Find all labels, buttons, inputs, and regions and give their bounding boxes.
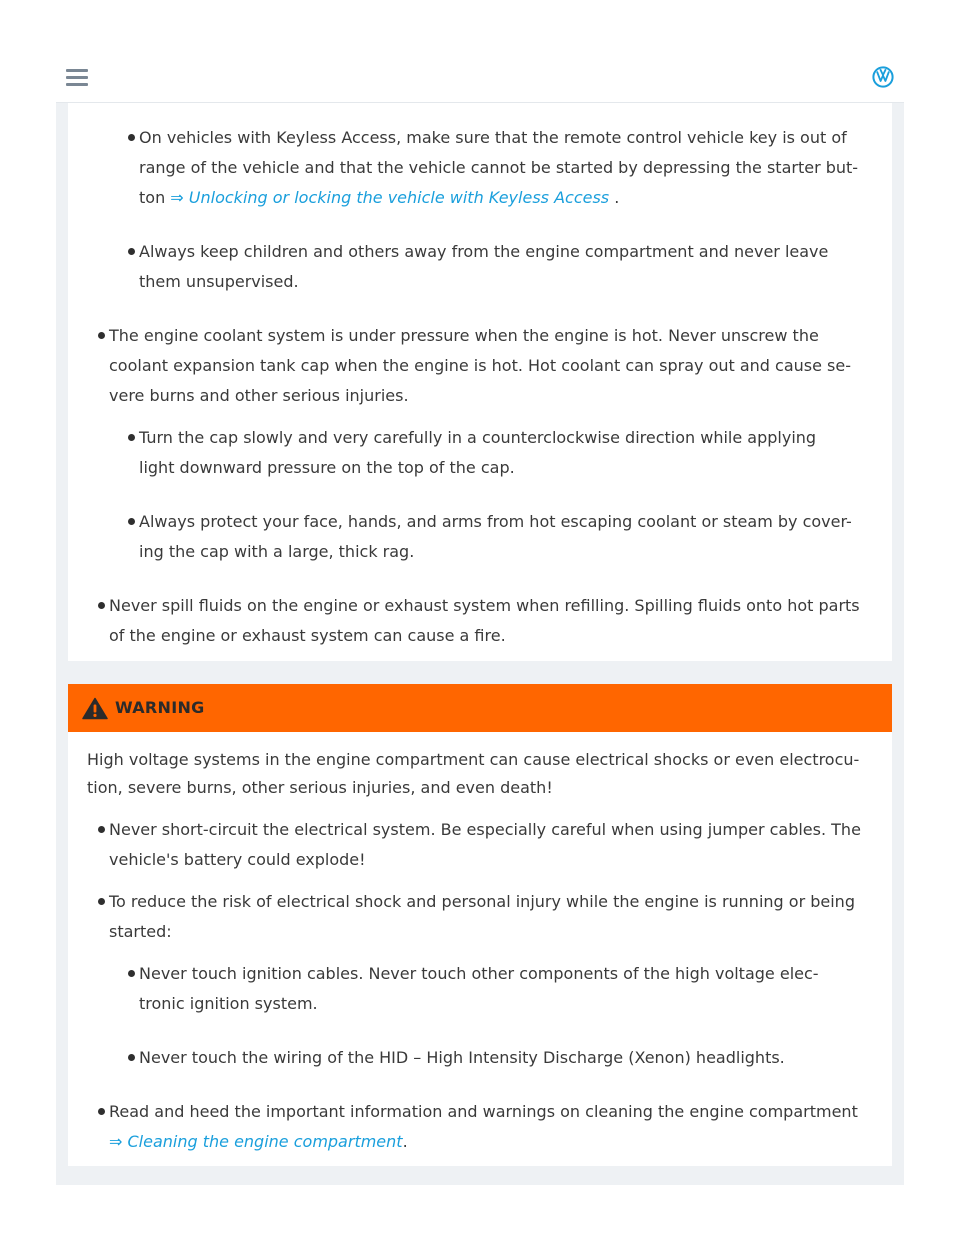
bullet-cleaning-line1: Read and heed the important information and warnings on cleaning the engine compartment xyxy=(109,1102,858,1121)
bullet-keyless-line1: On vehicles with Keyless Access, make sure that the remote control vehicle key is out of xyxy=(139,128,847,147)
bullet xyxy=(128,1054,135,1061)
bullet xyxy=(128,248,135,255)
warning-intro-line2: tion, severe burns, other serious injuries, and even death! xyxy=(87,778,553,797)
bullet-short-circuit-line2: vehicle's battery could explode! xyxy=(109,850,366,869)
warning-intro-line1: High voltage systems in the engine compartment can cause electrical shocks or even electrocu- xyxy=(87,750,860,769)
bullet xyxy=(98,1108,105,1115)
bullet xyxy=(128,970,135,977)
bullet-children-line2: them unsupervised. xyxy=(139,272,299,291)
bullet-cleaning-line2 xyxy=(109,1132,408,1152)
bullet-ignition-line2: tronic ignition system. xyxy=(139,994,318,1013)
bullet xyxy=(128,134,135,141)
bullet-cap-line1: Turn the cap slowly and very carefully in a counterclockwise direction while applying xyxy=(139,428,817,447)
bullet-coolant-line2: coolant expansion tank cap when the engine is hot. Hot coolant can spray out and cause se- xyxy=(109,356,852,375)
bullet-spill-line2: of the engine or exhaust system can cause a fire. xyxy=(109,626,506,645)
bullet-spill-line1: Never spill fluids on the engine or exhaust system when refilling. Spilling fluids onto hot parts xyxy=(109,596,860,615)
bullet-shock-line1: To reduce the risk of electrical shock and personal injury while the engine is running or being xyxy=(109,892,855,911)
bullet-shock-line2: started: xyxy=(109,922,172,941)
bullet-cap-line2: light downward pressure on the top of the cap. xyxy=(139,458,515,477)
bullet xyxy=(98,602,105,609)
warning-title: WARNING xyxy=(115,698,205,717)
previous-warning-card xyxy=(68,103,892,661)
bullet-keyless-line3-prefix: ton xyxy=(139,188,166,207)
bullet-children-line1: Always keep children and others away from the engine compartment and never leave xyxy=(139,242,829,261)
bullet xyxy=(128,434,135,441)
bullet-protect-line1: Always protect your face, hands, and arms from hot escaping coolant or steam by cover- xyxy=(139,512,852,531)
hamburger-menu-icon[interactable] xyxy=(66,69,88,87)
bullet-hid-line1: Never touch the wiring of the HID – High Intensity Discharge (Xenon) headlights. xyxy=(139,1048,785,1067)
bullet-protect-line2: ing the cap with a large, thick rag. xyxy=(139,542,415,561)
bullet-keyless-line2: range of the vehicle and that the vehicle cannot be started by depressing the starter but- xyxy=(139,158,859,177)
bullet xyxy=(128,518,135,525)
bullet xyxy=(98,898,105,905)
bullet xyxy=(98,332,105,339)
keyless-access-link[interactable]: ⇒ Unlocking or locking the vehicle with Keyless Access xyxy=(170,188,610,207)
bullet-coolant-line1: The engine coolant system is under pressure when the engine is hot. Never unscrew the xyxy=(109,326,819,345)
bullet-coolant-line3: vere burns and other serious injuries. xyxy=(109,386,409,405)
top-bar xyxy=(56,50,904,103)
vw-logo-icon[interactable] xyxy=(872,66,894,88)
warning-card xyxy=(68,684,892,1166)
warning-header xyxy=(68,684,892,732)
bullet xyxy=(98,826,105,833)
bullet-short-circuit-line1: Never short-circuit the electrical system. Be especially careful when using jumper cables. The xyxy=(109,820,861,839)
bullet-keyless-line3-suffix: . xyxy=(614,188,620,207)
bullet-keyless-line3 xyxy=(139,188,619,208)
cleaning-engine-compartment-link[interactable]: ⇒ Cleaning the engine compartment xyxy=(109,1132,403,1151)
warning-triangle-icon xyxy=(82,697,108,720)
bullet-cleaning-suffix: . xyxy=(402,1132,408,1151)
bullet-ignition-line1: Never touch ignition cables. Never touch other components of the high voltage elec- xyxy=(139,964,819,983)
